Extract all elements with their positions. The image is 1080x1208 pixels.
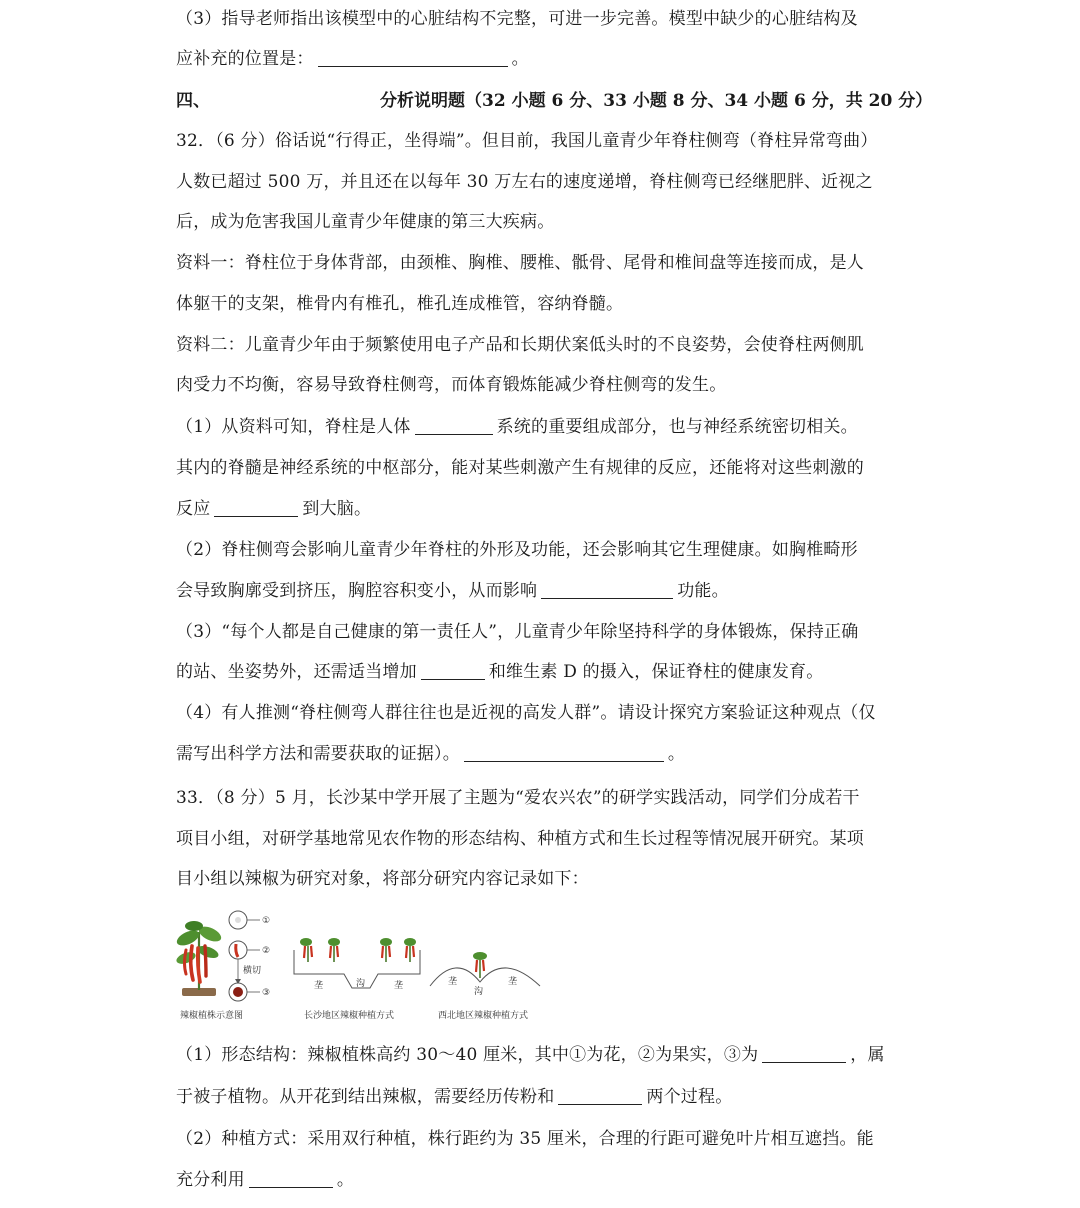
text-span: 功能。 (677, 581, 729, 601)
section-number: 四、 (176, 91, 210, 111)
text-span: 反应 (176, 499, 211, 519)
text-line: 体躯干的支架，椎骨内有椎孔，椎孔连成椎管，容纳脊髓。 (176, 294, 624, 314)
text-span: 于被子植物。从开花到结出辣椒，需要经历传粉和 (176, 1087, 555, 1107)
text-span: 需写出科学方法和需要获取的证据）。 (176, 744, 460, 764)
text-line (176, 741, 906, 767)
answer-blank[interactable] (421, 661, 485, 680)
ridge-label: 垄 (448, 977, 458, 987)
pepper-plant-diagram (175, 911, 270, 1021)
label-two: ② (262, 946, 271, 956)
northwest-planting (430, 952, 540, 1021)
text-line: 资料一：脊柱位于身体背部，由颈椎、胸椎、腰椎、骶骨、尾骨和椎间盘等连接而成，是人 (176, 253, 864, 273)
text-line (176, 46, 906, 72)
answer-blank[interactable] (249, 1169, 333, 1188)
label-one: ① (262, 916, 271, 926)
text-line: （4）有人推测“脊柱侧弯人群往往也是近视的高发人群”。请设计探究方案验证这种观点（仅 (176, 703, 876, 723)
text-span: 应补充的位置是： (176, 49, 314, 69)
section-title: 分析说明题（32 小题 6 分、33 小题 8 分、34 小题 6 分，共 20 分） (380, 91, 933, 111)
text-line: 32．（6 分）俗话说“行得正，坐得端”。但目前，我国儿童青少年脊柱侧弯（脊柱异常弯曲） (176, 131, 878, 151)
text-line: 后，成为危害我国儿童青少年健康的第三大疾病。 (176, 212, 555, 232)
text-line (176, 1167, 906, 1193)
text-span: 。 (667, 744, 686, 764)
text-line: （3）指导老师指出该模型中的心脏结构不完整，可进一步完善。模型中缺少的心脏结构及 (176, 9, 858, 29)
text-line: 肉受力不均衡，容易导致脊柱侧弯，而体育锻炼能减少脊柱侧弯的发生。 (176, 375, 727, 395)
text-span: 。 (511, 49, 529, 69)
text-span: 两个过程。 (646, 1087, 733, 1107)
ridge-label: 垄 (314, 981, 324, 991)
answer-blank[interactable] (541, 580, 673, 599)
text-span: （1）从资料可知，脊柱是人体 (176, 417, 411, 437)
pepper-figure (172, 902, 552, 1032)
text-span: 。 (336, 1170, 355, 1190)
ridge-label: 垄 (394, 981, 404, 991)
text-line: 目小组以辣椒为研究对象，将部分研究内容记录如下： (176, 869, 589, 889)
answer-blank[interactable] (415, 416, 493, 435)
text-line: （2）种植方式：采用双行种植，株行距约为 35 厘米，合理的行距可避免叶片相互遮挡。能 (176, 1129, 874, 1149)
text-line: 人数已超过 500 万，并且还在以每年 30 万左右的速度递增，脊柱侧弯已经继肥胖、近视之 (176, 172, 873, 192)
text-span: 的站、坐姿势外，还需适当增加 (176, 662, 417, 682)
text-line: 其内的脊髓是神经系统的中枢部分，能对某些刺激产生有规律的反应，还能将对这些刺激的 (176, 458, 864, 478)
text-line: （2）脊柱侧弯会影响儿童青少年脊柱的外形及功能，还会影响其它生理健康。如胸椎畸形 (176, 540, 858, 560)
text-line: 33．（8 分）5 月，长沙某中学开展了主题为“爱农兴农”的研学实践活动，同学们分成若干 (176, 788, 860, 808)
answer-blank[interactable] (464, 743, 664, 762)
answer-blank[interactable] (558, 1086, 642, 1105)
text-span: 到大脑。 (302, 499, 372, 519)
changsha-planting (294, 938, 420, 1021)
caption-northwest: 西北地区辣椒种植方式 (438, 1011, 529, 1021)
caption-changsha: 长沙地区辣椒种植方式 (304, 1011, 395, 1021)
text-line (176, 496, 906, 522)
text-span: （1）形态结构：辣椒植株高约 30～40 厘米，其中①为花，②为果实，③为 (176, 1045, 759, 1065)
text-line (176, 414, 906, 440)
text-line (176, 1084, 906, 1110)
answer-blank[interactable] (214, 498, 298, 517)
ridge-label: 垄 (508, 977, 518, 987)
text-line: 资料二：儿童青少年由于频繁使用电子产品和长期伏案低头时的不良姿势，会使脊柱两侧肌 (176, 335, 864, 355)
text-span: ，属 (850, 1045, 885, 1065)
text-line (176, 578, 906, 604)
label-three: ③ (262, 988, 271, 998)
furrow-label: 沟 (356, 979, 366, 989)
furrow-label: 沟 (474, 987, 484, 997)
text-span: 会导致胸廓受到挤压，胸腔容积变小，从而影响 (176, 581, 538, 601)
answer-blank[interactable] (762, 1044, 846, 1063)
text-span: 和维生素 D 的摄入，保证脊柱的健康发育。 (488, 662, 824, 682)
text-line (176, 659, 906, 685)
text-span: 系统的重要组成部分，也与神经系统密切相关。 (496, 417, 858, 437)
cut-label: 横切 (243, 966, 262, 976)
text-line: 项目小组，对研学基地常见农作物的形态结构、种植方式和生长过程等情况展开研究。某项 (176, 829, 864, 849)
text-line (176, 1042, 906, 1068)
answer-blank[interactable] (318, 48, 508, 67)
text-line: （3）“每个人都是自己健康的第一责任人”，儿童青少年除坚持科学的身体锻炼，保持正确 (176, 622, 859, 642)
text-span: 充分利用 (176, 1170, 245, 1190)
caption-plant: 辣椒植株示意图 (180, 1011, 244, 1021)
